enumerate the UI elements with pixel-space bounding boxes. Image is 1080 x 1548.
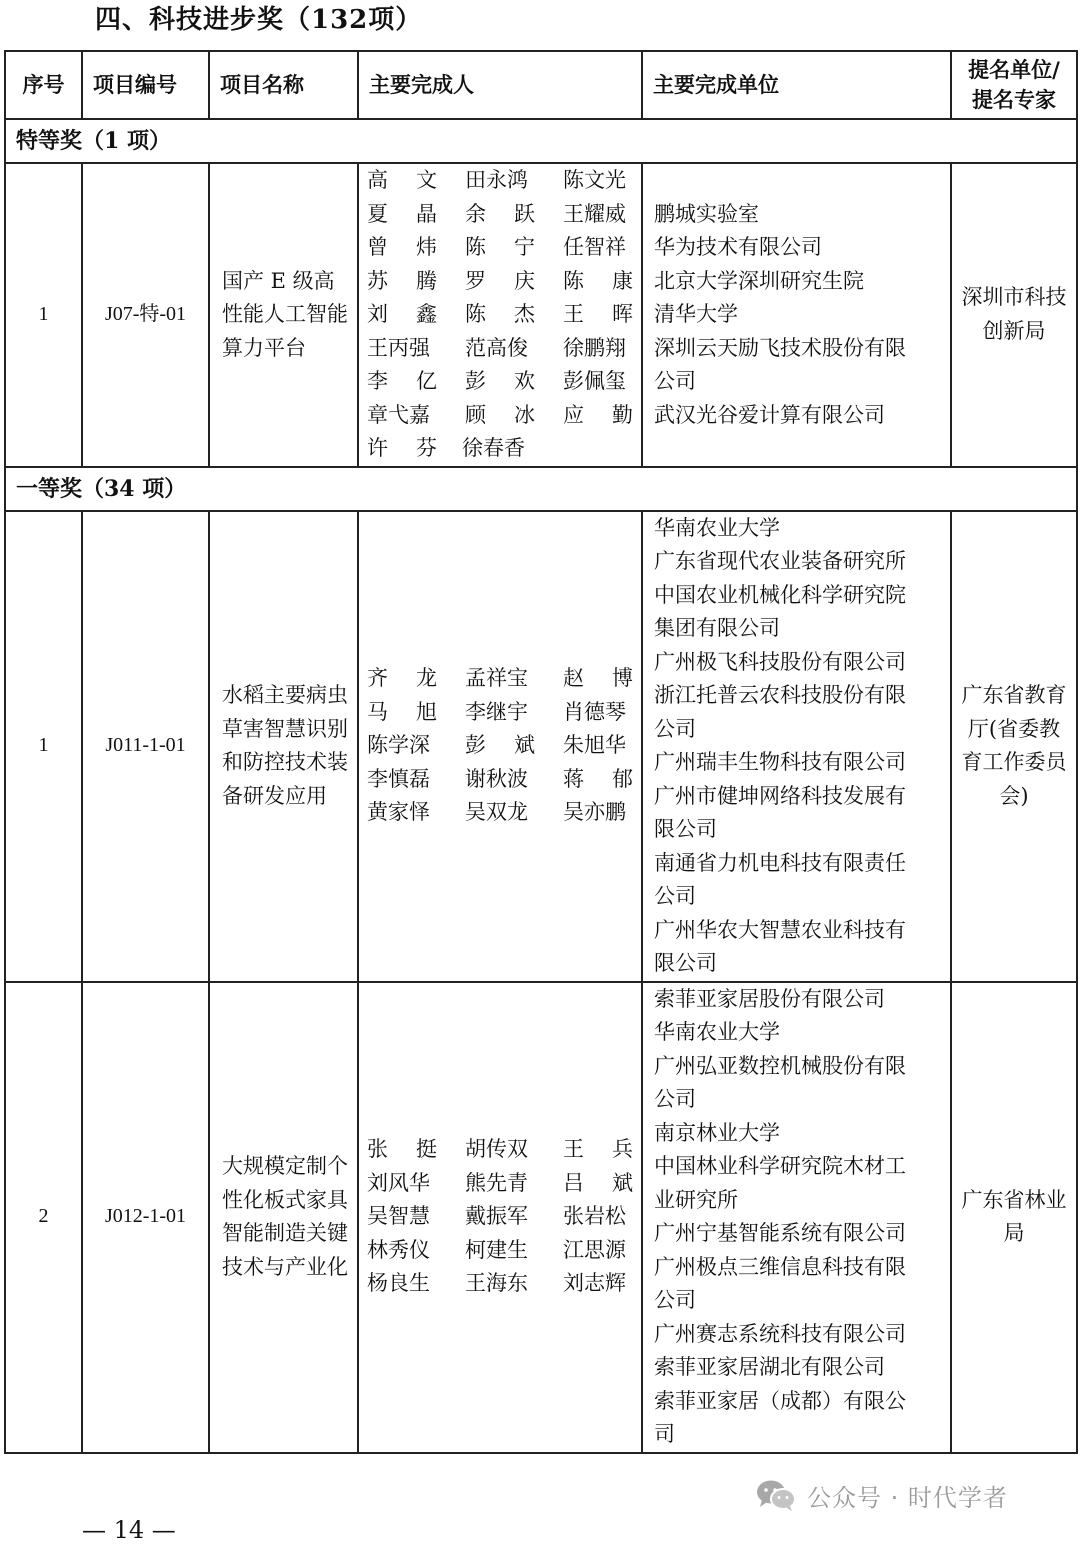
project-code-cell: J012-1-01 <box>82 982 209 1453</box>
person-name: 吴亦鹏 <box>563 800 626 825</box>
person-name: 朱旭华 <box>563 733 626 758</box>
person-name: 吴双龙 <box>465 800 528 825</box>
person-name: 王海东 <box>465 1271 528 1296</box>
person-name <box>563 1133 633 1167</box>
person-name-part: 陈 <box>465 302 486 326</box>
person-name-part: 欢 <box>514 369 535 393</box>
people-line <box>367 729 633 763</box>
nominator-cell: 广东省林业局 <box>951 982 1077 1453</box>
wechat-icon <box>755 1478 797 1512</box>
unit-line: 公司 <box>654 1288 696 1312</box>
award-tier-label: 特等奖（1 项） <box>5 119 1077 163</box>
award-tier-row <box>5 119 1077 163</box>
person-name-part: 许 <box>367 436 388 460</box>
award-tier-row <box>5 467 1077 511</box>
unit-line: 华南农业大学 <box>654 1020 780 1044</box>
watermark-text: 公众号 · 时代学者 <box>807 1483 1008 1512</box>
person-name <box>367 696 437 730</box>
person-name-part: 兵 <box>612 1137 633 1162</box>
people-line <box>367 164 633 198</box>
table-row <box>5 163 1077 467</box>
unit-line: 鹏城实验室 <box>654 201 759 226</box>
awards-table <box>4 50 1078 1454</box>
person-name-part: 杰 <box>514 302 535 326</box>
person-name-part: 顾 <box>465 402 486 427</box>
person-name-part: 赵 <box>563 666 584 691</box>
header-seq: 序号 <box>5 51 82 119</box>
person-name: 江思源 <box>563 1237 626 1262</box>
person-name: 柯建生 <box>465 1237 528 1262</box>
seq-cell: 1 <box>5 511 82 982</box>
person-name: 任智祥 <box>563 235 626 259</box>
person-name: 杨良生 <box>367 1271 430 1296</box>
person-name <box>367 1133 437 1167</box>
unit-line: 限公司 <box>654 817 717 841</box>
unit-line: 中国农业机械化科学研究院 <box>654 582 906 607</box>
person-name-part: 齐 <box>367 666 388 691</box>
people-line <box>367 1167 633 1201</box>
unit-line: 索菲亚家居（成都）有限公 <box>654 1388 906 1413</box>
header-code: 项目编号 <box>82 51 209 119</box>
person-name-part: 文 <box>416 168 437 192</box>
person-name-part: 庆 <box>514 268 535 293</box>
person-name: 戴振军 <box>465 1204 528 1229</box>
person-name-part: 龙 <box>416 666 437 691</box>
person-name <box>465 231 535 265</box>
person-name: 陈学深 <box>367 733 430 758</box>
unit-line: 公司 <box>654 884 696 908</box>
person-name <box>465 265 535 299</box>
people-line <box>367 265 633 299</box>
person-name-part: 冰 <box>514 402 535 427</box>
person-name <box>367 662 437 696</box>
unit-line: 公司 <box>654 716 696 741</box>
unit-line: 深圳云天励飞技术股份有限 <box>654 335 906 360</box>
person-name-part: 博 <box>612 666 633 691</box>
person-name: 田永鸿 <box>465 168 528 192</box>
unit-line: 南通省力机电科技有限责任 <box>654 850 906 875</box>
person-name <box>563 298 633 332</box>
person-name-part: 彭 <box>465 733 486 758</box>
person-name: 张岩松 <box>563 1204 626 1229</box>
person-name-part: 陈 <box>563 268 584 293</box>
person-name-part: 蒋 <box>563 766 584 791</box>
seq-cell: 1 <box>5 163 82 467</box>
unit-line: 广州赛志系统科技有限公司 <box>654 1321 906 1346</box>
unit-line: 广东省现代农业装备研究所 <box>654 549 906 573</box>
person-name <box>367 432 437 466</box>
unit-line: 司 <box>654 1422 675 1446</box>
unit-line: 广州极飞科技股份有限公司 <box>654 649 906 674</box>
person-name-part: 李 <box>367 369 388 393</box>
units-cell <box>642 982 951 1453</box>
people-line <box>367 432 633 466</box>
person-name-part: 马 <box>367 699 388 724</box>
person-name <box>563 662 633 696</box>
unit-line: 广州瑞丰生物科技有限公司 <box>654 750 906 774</box>
person-name: 胡传双 <box>465 1137 528 1162</box>
header-units: 主要完成单位 <box>642 51 951 119</box>
award-tier-label: 一等奖（34 项） <box>5 467 1077 511</box>
person-name-part: 鑫 <box>416 302 437 326</box>
person-name: 孟祥宝 <box>465 666 528 691</box>
units-cell <box>642 163 951 467</box>
person-name-part: 王 <box>563 302 584 326</box>
person-name <box>465 399 535 433</box>
table-header-row <box>5 51 1077 119</box>
project-name-cell: 大规模定制个性化板式家具智能制造关键技术与产业化 <box>209 982 358 1453</box>
person-name-part: 芬 <box>416 436 437 460</box>
people-line <box>367 332 633 366</box>
person-name-part: 斌 <box>514 733 535 758</box>
person-name-part: 腾 <box>416 268 437 293</box>
people-line <box>367 1133 633 1167</box>
person-name-part: 郁 <box>612 766 633 791</box>
person-name-part: 旭 <box>416 699 437 724</box>
person-name <box>367 298 437 332</box>
person-name <box>367 265 437 299</box>
person-name-part: 曾 <box>367 235 388 259</box>
unit-line: 南京林业大学 <box>654 1120 780 1145</box>
project-name-cell: 水稻主要病虫草害智慧识别和防控技术装备研发应用 <box>209 511 358 982</box>
people-line <box>367 1234 633 1268</box>
people-line <box>367 231 633 265</box>
unit-line: 华为技术有限公司 <box>654 235 822 259</box>
person-name-part: 晖 <box>612 302 633 326</box>
people-cell <box>358 163 642 467</box>
person-name <box>465 298 535 332</box>
header-nominator <box>951 51 1077 119</box>
person-name-part: 王 <box>563 1137 584 1162</box>
person-name: 徐春香 <box>462 436 525 460</box>
unit-line: 浙江托普云农科技股份有限 <box>654 683 906 707</box>
person-name: 熊先青 <box>465 1170 528 1195</box>
unit-line: 广州市健坤网络科技发展有 <box>654 783 906 808</box>
header-people: 主要完成人 <box>358 51 642 119</box>
person-name <box>563 265 633 299</box>
person-name-part: 罗 <box>465 268 486 293</box>
project-code-cell: J011-1-01 <box>82 511 209 982</box>
person-name <box>563 763 633 797</box>
people-line <box>367 1200 633 1234</box>
nominator-cell: 深圳市科技创新局 <box>951 163 1077 467</box>
table-row <box>5 511 1077 982</box>
person-name-part: 彭 <box>465 369 486 393</box>
person-name: 林秀仪 <box>367 1237 430 1262</box>
person-name: 肖德琴 <box>563 699 626 724</box>
person-name-part: 余 <box>465 201 486 226</box>
unit-line: 广州极点三维信息科技有限 <box>654 1254 906 1279</box>
person-name-part: 陈 <box>465 235 486 259</box>
unit-line: 广州华农大智慧农业科技有 <box>654 917 906 942</box>
unit-line: 武汉光谷爱计算有限公司 <box>654 402 885 427</box>
units-cell <box>642 511 951 982</box>
unit-line: 公司 <box>654 369 696 393</box>
person-name: 吴智慧 <box>367 1204 430 1229</box>
person-name-part: 刘 <box>367 302 388 326</box>
person-name: 李慎磊 <box>367 766 430 791</box>
unit-line: 集团有限公司 <box>654 616 780 640</box>
person-name <box>563 399 633 433</box>
person-name-part: 苏 <box>367 268 388 293</box>
person-name <box>367 365 437 399</box>
person-name <box>367 231 437 265</box>
person-name: 王丙强 <box>367 335 430 360</box>
project-name-cell: 国产 E 级高性能人工智能算力平台 <box>209 163 358 467</box>
people-line <box>367 796 633 830</box>
unit-line: 中国林业科学研究院木材工 <box>654 1154 906 1178</box>
people-line <box>367 1267 633 1301</box>
person-name-part: 应 <box>563 402 584 427</box>
person-name: 谢秋波 <box>465 766 528 791</box>
people-line <box>367 696 633 730</box>
people-line <box>367 298 633 332</box>
people-line <box>367 399 633 433</box>
person-name <box>465 198 535 232</box>
person-name: 李继宇 <box>465 699 528 724</box>
unit-line: 广州宁基智能系统有限公司 <box>654 1221 906 1245</box>
person-name: 陈文光 <box>563 168 626 192</box>
project-code-cell: J07-特-01 <box>82 163 209 467</box>
person-name-part: 高 <box>367 168 388 192</box>
seq-cell: 2 <box>5 982 82 1453</box>
unit-line: 索菲亚家居股份有限公司 <box>654 986 885 1011</box>
unit-line: 限公司 <box>654 951 717 975</box>
unit-line: 广州弘亚数控机械股份有限 <box>654 1053 906 1078</box>
people-line <box>367 763 633 797</box>
person-name-part: 夏 <box>367 201 388 226</box>
unit-line: 清华大学 <box>654 302 738 326</box>
people-cell <box>358 511 642 982</box>
unit-line: 华南农业大学 <box>654 515 780 540</box>
page-number: — 14 — <box>82 1516 176 1544</box>
unit-line: 业研究所 <box>654 1187 738 1212</box>
people-line <box>367 365 633 399</box>
watermark <box>755 1475 1008 1515</box>
person-name: 章弋嘉 <box>367 402 430 427</box>
person-name: 范高俊 <box>465 335 528 360</box>
unit-line: 索菲亚家居湖北有限公司 <box>654 1355 885 1379</box>
person-name-part: 张 <box>367 1137 388 1162</box>
person-name: 刘风华 <box>367 1170 430 1195</box>
person-name-part: 康 <box>612 268 633 293</box>
unit-line: 北京大学深圳研究生院 <box>654 268 864 293</box>
table-row <box>5 982 1077 1453</box>
person-name: 黄家怿 <box>367 800 430 825</box>
person-name: 徐鹏翔 <box>563 335 626 360</box>
person-name <box>367 198 437 232</box>
person-name-part: 勤 <box>612 402 633 427</box>
people-line <box>367 662 633 696</box>
person-name-part: 挺 <box>416 1137 437 1162</box>
header-nominator-line1: 提名单位/ <box>968 57 1060 82</box>
person-name-part: 炜 <box>416 235 437 259</box>
person-name: 刘志辉 <box>563 1271 626 1296</box>
header-name: 项目名称 <box>209 51 358 119</box>
people-line <box>367 198 633 232</box>
unit-line: 公司 <box>654 1087 696 1111</box>
person-name: 王耀威 <box>563 201 626 226</box>
table-body <box>5 119 1077 1453</box>
person-name-part: 宁 <box>514 235 535 259</box>
person-name <box>465 729 535 763</box>
people-cell <box>358 982 642 1453</box>
person-name-part: 斌 <box>612 1170 633 1195</box>
person-name-part: 晶 <box>416 201 437 226</box>
section-title: 四、科技进步奖（132项） <box>95 5 423 35</box>
person-name <box>367 164 437 198</box>
person-name-part: 吕 <box>563 1170 584 1195</box>
person-name <box>563 1167 633 1201</box>
person-name-part: 跃 <box>514 201 535 226</box>
person-name: 彭佩玺 <box>563 369 626 393</box>
person-name <box>465 365 535 399</box>
person-name-part: 亿 <box>416 369 437 393</box>
header-nominator-line2: 提名专家 <box>972 87 1056 112</box>
nominator-cell: 广东省教育厅(省委教育工作委员会) <box>951 511 1077 982</box>
